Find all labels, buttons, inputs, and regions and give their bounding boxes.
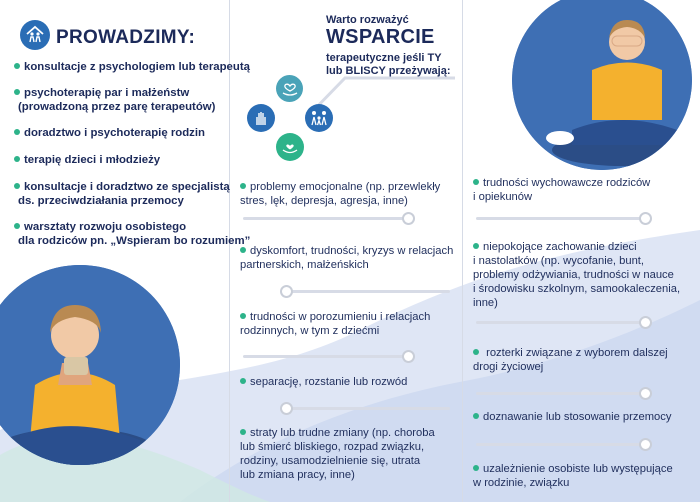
right-item-3: rozterki związane z wyborem dalszej drogi życiowej xyxy=(473,347,668,373)
divider-slider xyxy=(476,386,652,400)
column-divider-left xyxy=(229,0,230,502)
middle-item-3: trudności w porozumieniu i relacjach rodzinnych, w tym z dziećmi xyxy=(240,311,431,337)
divider-slider xyxy=(280,401,450,415)
bullet xyxy=(14,183,20,189)
header-line4: lub BLISCY przeżywają: xyxy=(326,65,451,77)
service-item-continued: dla rodziców pn. „Wspieram bo rozumiem” xyxy=(18,235,251,247)
service-item: doradztwo i psychoterapię rodzin xyxy=(14,126,205,140)
divider-slider xyxy=(476,437,652,451)
hands-holding-heart-icon xyxy=(276,133,304,161)
bullet xyxy=(14,63,20,69)
middle-item-2: dyskomfort, trudności, kryzys w relacjach partnerskich, małżeńskich xyxy=(240,245,454,271)
bullet xyxy=(14,89,20,95)
left-title: PROWADZIMY: xyxy=(56,27,196,48)
divider-slider xyxy=(243,211,415,225)
family-icon xyxy=(305,104,333,132)
column-divider-right xyxy=(462,0,463,502)
divider-slider xyxy=(243,349,415,363)
open-hand-icon xyxy=(247,104,275,132)
service-item: terapię dzieci i młodzieży xyxy=(14,153,160,167)
service-item-continued: (prowadzoną przez parę terapeutów) xyxy=(18,101,216,113)
service-item-continued: ds. przeciwdziałania przemocy xyxy=(18,195,184,207)
bullet xyxy=(14,156,20,162)
service-item: psychoterapię par i małżeństw xyxy=(14,86,189,100)
right-item-4: doznawanie lub stosowanie przemocy xyxy=(473,410,671,424)
header-line1: Warto rozważyć xyxy=(326,14,409,26)
header-line3: terapeutyczne jeśli TY xyxy=(326,52,442,64)
divider-slider xyxy=(476,315,652,329)
service-item: konsultacje z psychologiem lub terapeutą xyxy=(14,60,250,74)
right-item-2: niepokojące zachowanie dzieci i nastolatków (np. wycofanie, bunt, problemy odżywiania, trudności w nauce i środowisku szkolnym, samookaleczenia, inne) xyxy=(473,241,681,309)
right-item-5: uzależnienie osobiste lub występujące w rodzinie, związku xyxy=(473,463,673,489)
family-house-icon xyxy=(20,20,50,50)
right-item-1: trudności wychowawcze rodziców i opiekunów xyxy=(473,177,651,203)
header-title: WSPARCIE xyxy=(326,26,435,48)
middle-item-5: straty lub trudne zmiany (np. choroba lub śmierć bliskiego, rozpad związku, rodziny, usamodzielnienie się, utrata lub zmiana pracy, inne) xyxy=(240,427,435,481)
bullet xyxy=(14,129,20,135)
bullet xyxy=(14,223,20,229)
divider-slider xyxy=(280,284,450,298)
service-item: warsztaty rozwoju osobistego xyxy=(14,220,186,234)
middle-item-4: separację, rozstanie lub rozwód xyxy=(240,375,407,389)
middle-item-1: problemy emocjonalne (np. przewlekły stres, lęk, depresja, agresja, inne) xyxy=(240,181,441,207)
hands-heart-icon xyxy=(276,75,303,102)
service-item: konsultacje i doradztwo ze specjalistą xyxy=(14,180,230,194)
divider-slider xyxy=(476,211,652,225)
